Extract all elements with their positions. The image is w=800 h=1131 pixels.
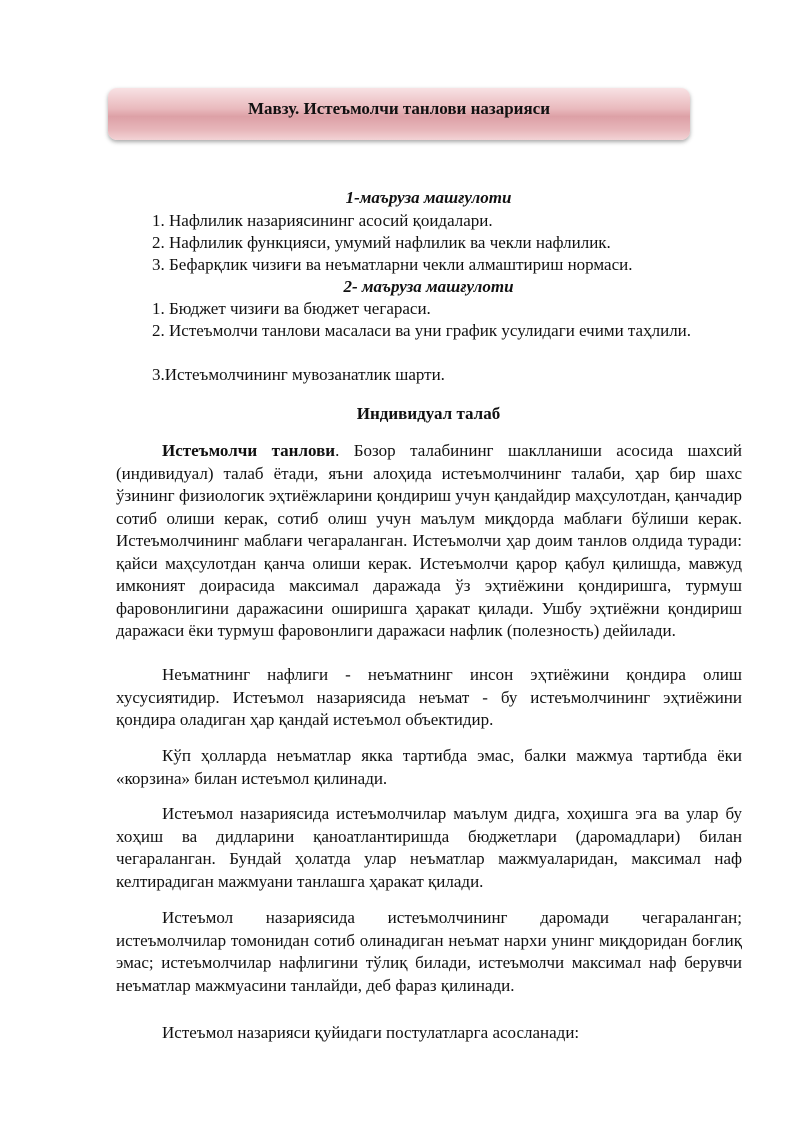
section-heading: Индивидуал талаб (356, 404, 501, 423)
lecture-1-item-1: 1. Нафлилик назариясининг асосий қоидалари. (152, 211, 493, 230)
paragraph-3: Кўп ҳолларда неъматлар якка тартибда эмас, балки мажмуа тартибда ёки «корзина» билан истеъмол қилинади. (116, 746, 742, 788)
lecture-2-item-3: 3.Истеъмолчининг мувозанатлик шарти. (152, 365, 445, 384)
lecture-1-item-2: 2. Нафлилик функцияси, умумий нафлилик ва чекли нафлилик. (152, 233, 611, 252)
lecture-2-item-1: 1. Бюджет чизиғи ва бюджет чегараси. (152, 299, 431, 318)
paragraph-1-text: . Бозор талабининг шаклланиши асосида шахсий (индивидуал) талаб ётади, яъни алоҳида истеъмолчининг талаби, ҳар бир шахс ўзининг физиологик эҳтиёжларини қондириш учун қандайдир маҳсулотдан, қанчадир сотиб олиши керак, сотиб олиш учун маълум миқдорда маблағи бўлиши керак. Истеъмолчининг маблағи чегараланган. Истеъмолчи ҳар доим танлов олдида туради: қайси маҳсулотдан қанча олиши керак. Истеъмолчи қарор қабул қилишда, мавжуд имконият доирасида максимал даражада ўз эҳтиёжини қондиришга, турмуш фаровонлигини даражасини оширишга ҳаракат қилади. Ушбу эҳтиёжни қондириш даражаси ёки турмуш фаровонлиги даражаси нафлик (полезность) дейилади. (116, 441, 743, 640)
lecture-2-heading: 2- маъруза машғулоти (343, 277, 514, 296)
paragraph-1 (116, 440, 742, 643)
paragraph-5: Истеъмол назариясида истеъмолчининг даромади чегараланган; истеъмолчилар томонидан сотиб олинадиган неъмат нархи унинг миқдоридан боғлиқ эмас; истеъмолчилар нафлигини тўлиқ билади, истеъмолчи максимал наф берувчи неъматлар мажмуасини танлайди, деб фараз қилинади. (116, 908, 742, 995)
paragraph-2: Неъматнинг нафлиги - неъматнинг инсон эҳтиёжини қондира олиш хусусиятидир. Истеъмол назариясида неъмат - бу истеъмолчининг эҳтиёжини қондира оладиган ҳар қандай истеъмол объектидир. (116, 665, 742, 729)
paragraph-1-term: Истеъмолчи танлови (162, 441, 336, 460)
lecture-1-item-3: 3. Бефарқлик чизиғи ва неъматларни чекли алмаштириш нормаси. (152, 255, 633, 274)
paragraph-6: Истеъмол назарияси қуйидаги постулатларга асосланади: (162, 1023, 580, 1042)
lecture-1-heading: 1-маъруза машғулоти (345, 188, 512, 207)
topic-banner (108, 88, 690, 140)
paragraph-4: Истеъмол назариясида истеъмолчилар маълум дидга, хоҳишга эга ва улар бу хоҳиш ва дидларини қаноатлантиришда бюджетлари (даромадлари) билан чегараланган. Бундай ҳолатда улар неъматлар мажмуаларидан, максимал наф келтирадиган мажмуани танлашга ҳаракат қилади. (116, 804, 742, 891)
topic-title: Мавзу. Истеъмолчи танлови назарияси (248, 99, 550, 118)
lecture-2-item-2: 2. Истеъмолчи танлови масаласи ва уни график усулидаги ечими таҳлили. (152, 321, 692, 340)
